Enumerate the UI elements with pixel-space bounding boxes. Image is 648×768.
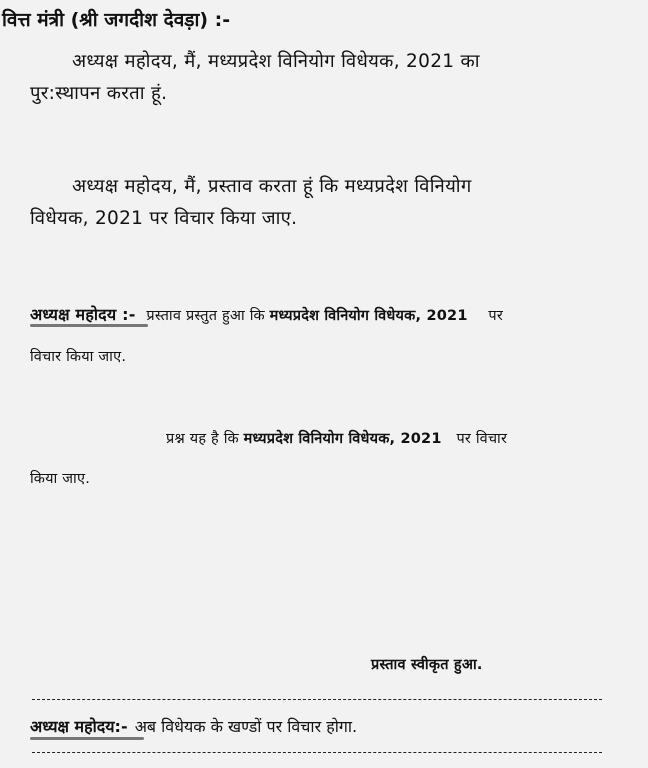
question-line2: किया जाए. (30, 471, 91, 487)
speaker-label: अध्यक्ष महोदय :- (30, 305, 136, 324)
minister-para1-line2: पुर:स्थापन करता हूं. (30, 83, 168, 104)
finance-minister-speaker: वित्त मंत्री (श्री जगदीश देवड़ा) :- (2, 9, 231, 31)
minister-para2-line2: विधेयक, 2021 पर विचार किया जाए. (30, 208, 298, 229)
minister-para2-line1: अध्यक्ष महोदय, मैं, प्रस्ताव करता हूं कि मध्यप्रदेश विनियोग (72, 176, 472, 197)
question-bill-name: मध्यप्रदेश विनियोग विधेयक, 2021 (243, 431, 442, 447)
speaker-clauses-line (30, 715, 357, 737)
speaker-proposal-line1 (30, 303, 503, 325)
clauses-text: अब विधेयक के खण्डों पर विचार होगा. (134, 717, 358, 736)
question-text-post: पर विचार (456, 431, 508, 447)
minister-para1-line1: अध्यक्ष महोदय, मैं, मध्यप्रदेश विनियोग विधेयक, 2021 का (72, 51, 480, 72)
speaker-underline-mark-2 (30, 737, 144, 740)
speaker-proposal-line2: विचार किया जाए. (30, 349, 127, 365)
proposal-text-post: पर (488, 308, 503, 324)
dashed-divider-bottom (32, 752, 602, 753)
question-line1 (166, 428, 507, 448)
speaker-label-2: अध्यक्ष महोदय:- (30, 717, 128, 736)
proposal-accepted: प्रस्ताव स्वीकृत हुआ. (371, 657, 483, 673)
speaker-underline-mark (30, 324, 148, 327)
proposal-bill-name: मध्यप्रदेश विनियोग विधेयक, 2021 (269, 308, 468, 324)
proposal-text-pre: प्रस्ताव प्रस्तुत हुआ कि (146, 308, 265, 324)
question-text-pre: प्रश्न यह है कि (166, 431, 239, 447)
dashed-divider-top (32, 699, 602, 700)
